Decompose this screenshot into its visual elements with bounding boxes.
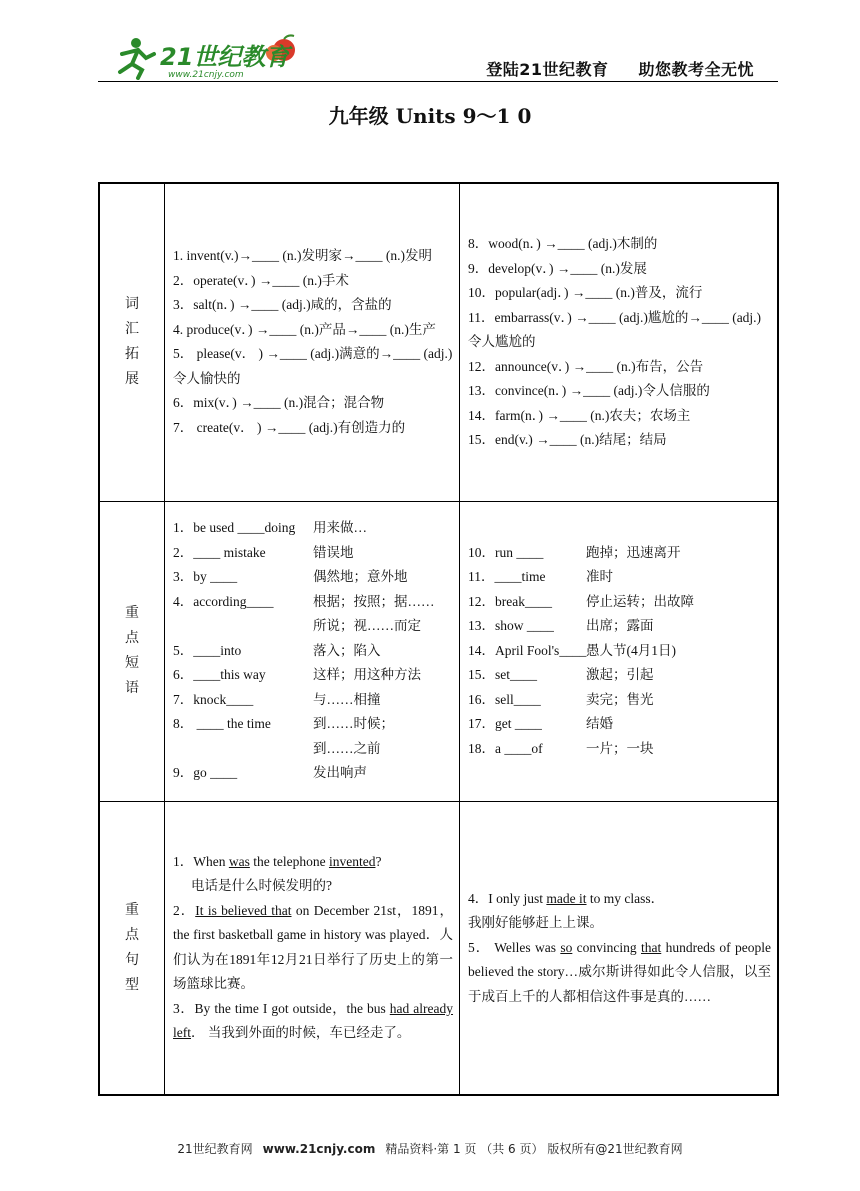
phrase-item: 9．go ____ 发出响声: [173, 765, 367, 781]
phrase-item: 4．according____ 根据；按照；据……: [173, 593, 435, 609]
phrase-item: 11．____time 准时: [468, 569, 613, 585]
phrase-item: 18．a ____of 一片；一块: [468, 740, 654, 756]
vocab-item: 4. produce(v．) →____ (n.)产品→____ (n.)生产: [173, 321, 436, 337]
page-footer: [0, 1140, 860, 1157]
phrase-item: 16．sell____ 卖完；售光: [468, 691, 654, 707]
logo-url: www.21cnjy.com: [168, 70, 244, 80]
sentence-2: 2．It is believed that on December 21st，1891， the first basketball game in history was played．人们认为在1891年12月21日举行了历史上的第一场篮球比赛。: [173, 902, 453, 992]
sentences-right-column: [460, 801, 779, 1095]
vocab-item: 14．farm(n．) →____ (n.)农夫；农场主: [468, 407, 691, 423]
phrase-item: 5．____into 落入；陷入: [173, 642, 381, 658]
vocab-right-column: [460, 183, 779, 501]
worksheet-table: [98, 182, 779, 1096]
sentence-3: 3．By the time I got outside，the bus had already left． 当我到外面的时候，车已经走了。: [173, 1000, 454, 1041]
phrase-item: 14．April Fool's____ 愚人节(4月1日): [468, 642, 676, 658]
footer-left: 21世纪教育网: [177, 1142, 253, 1156]
sentence-1: 1．When was the telephone invented?: [173, 853, 382, 869]
section-label-phrases: 重 点 短 语: [99, 501, 165, 801]
phrase-item: 13．show ____ 出席；露面: [468, 618, 654, 634]
vocab-item: 3．salt(n．) →____ (adj.)咸的，含盐的: [173, 297, 392, 313]
vocab-item: 11．embarrass(v．) →____ (adj.)尴尬的→____ (adj.)令人尴尬的: [468, 309, 762, 349]
phrases-right-column: [460, 501, 779, 801]
page-header: [98, 30, 778, 82]
footer-right: 精品资料·第 1 页 （共 6 页） 版权所有@21世纪教育网: [385, 1142, 683, 1156]
sentence-4: 4．I only just made it to my class．: [468, 890, 665, 906]
vocab-item: 13．convince(n．) →____ (adj.)令人信服的: [468, 383, 710, 398]
phrase-item: 3．by ____ 偶然地；意外地: [173, 569, 408, 585]
sentences-left-column: [165, 801, 460, 1095]
vocab-item: 2．operate(v．) →____ (n.)手术: [173, 272, 349, 288]
header-slogan: [486, 57, 754, 80]
section-label-sentences: 重 点 句 型: [99, 801, 165, 1095]
vocab-item: 12．announce(v．) →____ (n.)布告，公告: [468, 358, 704, 374]
vocab-item: 15．end(v.) →____ (n.)结尾；结局: [468, 432, 667, 447]
phrase-item: 所说；视……而定: [313, 618, 421, 634]
phrase-item: 15．set____ 激起；引起: [468, 667, 654, 683]
phrase-item: 1．be used ____doing 用来做…: [173, 520, 367, 536]
section-sentences: [99, 801, 778, 1095]
vocab-item: 9．develop(v．) →____ (n.)发展: [468, 260, 647, 276]
phrase-item: 12．break____ 停止运转；出故障: [468, 593, 694, 609]
vocab-item: 1. invent(v.)→____ (n.)发明家→____ (n.)发明: [173, 248, 432, 264]
header-divider: [98, 81, 778, 82]
runner-icon: [120, 38, 154, 78]
phrase-item: 6．____this way 这样；用这种方法: [173, 667, 421, 683]
phrase-item: 17．get ____ 结婚: [468, 716, 613, 732]
vocab-item: 6．mix(v．) →____ (n.)混合；混合物: [173, 395, 385, 411]
vocab-item: 10．popular(adj．) →____ (n.)普及，流行: [468, 285, 703, 300]
slogan-left: 登陆21世纪教育: [486, 60, 609, 79]
vocab-item: 7． create(v． ) →____ (adj.)有创造力的: [173, 419, 406, 435]
sentence-4-translation: 我刚好能够赶上上课。: [468, 915, 603, 930]
phrase-item: 7．knock____ 与……相撞: [173, 691, 381, 707]
logo-text: 21世纪教育: [160, 43, 290, 71]
page-title: 九年级 Units 9～1 0: [328, 104, 532, 128]
sentence-1-translation: 电话是什么时候发明的?: [191, 878, 332, 894]
section-vocab: [99, 183, 778, 501]
phrase-item: 2．____ mistake 错误地: [173, 544, 354, 560]
section-label-vocab: 词 汇 拓 展: [99, 183, 165, 501]
section-phrases: [99, 501, 778, 801]
phrase-item: 8． ____ the time 到……时候；: [173, 716, 394, 732]
sentence-5: 5． Welles was so convincing that hundreds of people believed the story…威尔斯讲得如此令人信服，以至于成百上千的人都相信这件事是真的……: [468, 939, 771, 1004]
vocab-left-column: [165, 183, 460, 501]
logo-graphic: [108, 34, 308, 80]
vocab-item: 8．wood(n．) →____ (adj.)木制的: [468, 236, 658, 251]
vocab-item: 5． please(v． ) →____ (adj.)满意的→____ (adj.)令人愉快的: [173, 346, 453, 386]
slogan-right: 助您教考全无忧: [638, 60, 754, 79]
phrase-item: 10．run ____ 跑掉；迅速离开: [468, 544, 681, 560]
phrases-left-column: [165, 501, 460, 801]
site-logo[interactable]: [108, 34, 308, 80]
footer-site-link[interactable]: www.21cnjy.com: [262, 1142, 376, 1156]
phrase-item: 到……之前: [313, 740, 381, 756]
